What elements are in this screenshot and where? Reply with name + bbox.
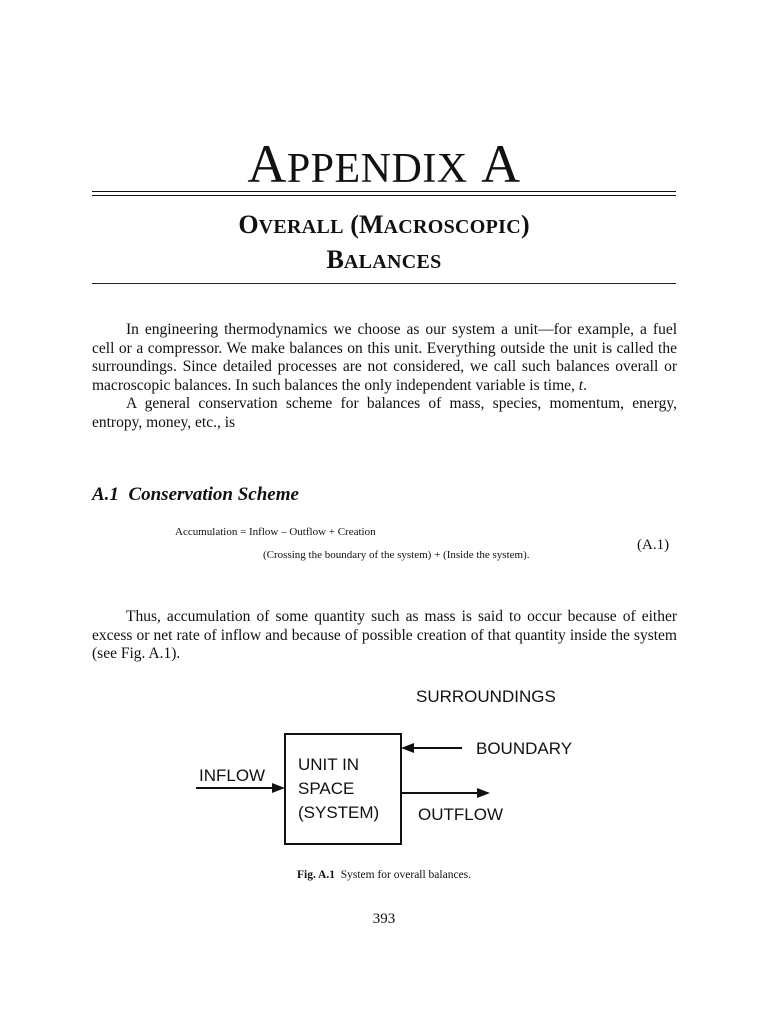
figure-caption xyxy=(0,869,768,881)
section-number: A.1 xyxy=(92,484,119,505)
outflow-label: OUTFLOW xyxy=(418,805,503,824)
title-initial: A xyxy=(247,134,287,194)
caption-label: Fig. A.1 xyxy=(296,869,335,881)
intro-paragraph-1: In engineering thermodynamics we choose as our system a unit—for example, a fuel cell or a compressor. We make balances on this unit. Everything outside the unit is called the surroundings. Since detailed processes are not considered, we call such balances overall or macroscopic balances. In such balances the only independent variable is time, t. xyxy=(92,321,677,394)
unit-label-line-3: (SYSTEM) xyxy=(298,803,380,822)
body-paragraph-3: Thus, accumulation of some quantity such as mass is said to occur because of either excess or net rate of inflow and because of possible creation of that quantity inside the system (see Fig. A.1). xyxy=(92,608,677,663)
equation-number: (A.1) xyxy=(637,537,670,553)
subtitle-line-2: BALANCES xyxy=(326,245,442,274)
inflow-arrowhead xyxy=(272,783,285,793)
caption-text: System for overall balances. xyxy=(340,869,472,881)
unit-label-line-1: UNIT IN xyxy=(298,755,360,774)
equation-line-2: (Crossing the boundary of the system) + (Inside the system). xyxy=(263,549,530,561)
boundary-arrowhead xyxy=(401,743,414,753)
time-variable: t xyxy=(578,376,584,394)
equation-line-1: Accumulation = Inflow – Outflow + Creation xyxy=(175,526,376,538)
inflow-label: INFLOW xyxy=(199,766,266,785)
title-letter: A xyxy=(481,134,521,194)
page-number: 393 xyxy=(372,911,396,927)
surroundings-label: SURROUNDINGS xyxy=(416,687,556,706)
subtitle-line-1: OVERALL (MACROSCOPIC) xyxy=(238,210,530,239)
outflow-arrowhead xyxy=(477,788,490,798)
intro-paragraph-2: A general conservation scheme for balances of mass, species, momentum, energy, entropy, money, etc., is xyxy=(92,395,677,431)
boundary-label: BOUNDARY xyxy=(476,739,573,758)
title-smallcaps: PPENDIX xyxy=(286,146,468,192)
section-title: Conservation Scheme xyxy=(128,484,299,505)
unit-label-line-2: SPACE xyxy=(298,779,355,798)
